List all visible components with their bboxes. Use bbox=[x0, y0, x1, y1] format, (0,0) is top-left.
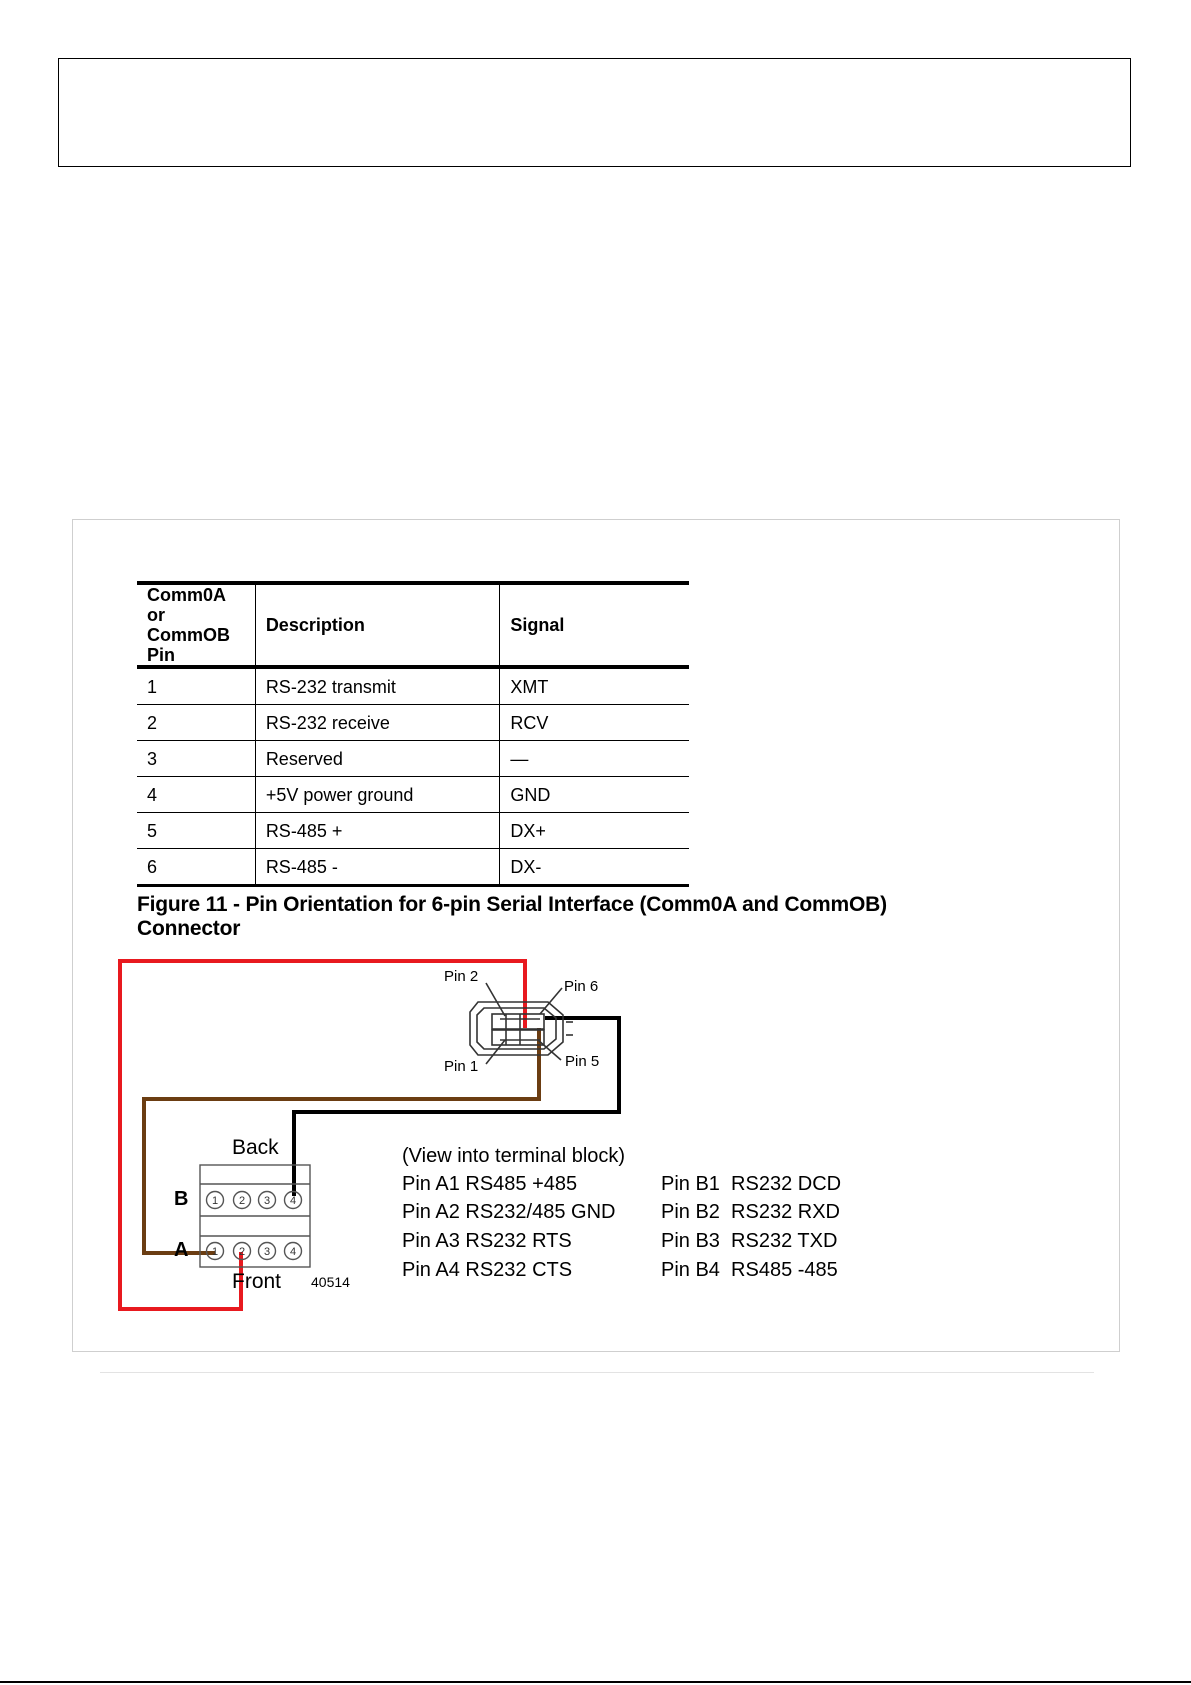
pin-list-a bbox=[402, 1173, 615, 1281]
figure-caption: Figure 11 - Pin Orientation for 6-pin Serial Interface (Comm0A and CommOB) Connector bbox=[137, 893, 887, 940]
back-label: Back bbox=[232, 1136, 279, 1159]
cell-description: RS-485 + bbox=[255, 813, 500, 849]
cell-description: +5V power ground bbox=[255, 777, 500, 813]
pin-list-item: Pin B1 RS232 DCD bbox=[661, 1173, 842, 1195]
header-pin: Comm0A or CommOB Pin bbox=[147, 585, 231, 665]
row-b-label: B bbox=[174, 1188, 189, 1210]
terminal-number: 2 bbox=[238, 1246, 246, 1258]
part-number: 40514 bbox=[311, 1274, 350, 1290]
terminal-number: 3 bbox=[263, 1246, 271, 1258]
pin-list-item: Pin B2 RS232 RXD bbox=[661, 1201, 840, 1223]
pin-list-item: Pin A1 RS485 +485 bbox=[402, 1173, 578, 1195]
pin-list-item: Pin A2 RS232/485 GND bbox=[402, 1201, 616, 1223]
pin-list-item: Pin A3 RS232 RTS bbox=[402, 1230, 572, 1252]
terminal-number: 4 bbox=[289, 1195, 297, 1207]
pin5-label: Pin 5 bbox=[565, 1053, 600, 1070]
section-divider bbox=[100, 1372, 1094, 1373]
cell-description: Reserved bbox=[255, 741, 500, 777]
terminal-number: 4 bbox=[289, 1246, 297, 1258]
terminal-numbers bbox=[212, 1195, 296, 1258]
cell-description: RS-232 receive bbox=[255, 705, 500, 741]
cell-pin: 4 bbox=[147, 784, 158, 805]
terminal-number: 3 bbox=[263, 1195, 271, 1207]
cell-signal: RCV bbox=[500, 705, 689, 741]
front-label: Front bbox=[232, 1270, 282, 1293]
cell-description: RS-485 - bbox=[255, 849, 500, 886]
pin2-label: Pin 2 bbox=[444, 968, 479, 985]
pin-list-item: Pin B4 RS485 -485 bbox=[661, 1259, 838, 1281]
cell-signal: XMT bbox=[500, 667, 689, 705]
view-note: (View into terminal block) bbox=[402, 1145, 626, 1167]
cell-pin: 1 bbox=[147, 676, 158, 697]
pin-list-b bbox=[661, 1173, 841, 1281]
cell-signal: DX+ bbox=[500, 813, 689, 849]
cell-signal: GND bbox=[500, 777, 689, 813]
terminal-number: 1 bbox=[211, 1246, 219, 1258]
cell-signal: DX- bbox=[500, 849, 689, 886]
header-description: Description bbox=[255, 583, 500, 667]
cell-pin: 2 bbox=[147, 712, 158, 733]
terminal-number: 1 bbox=[211, 1195, 219, 1207]
pin-list-item: Pin B3 RS232 TXD bbox=[661, 1230, 838, 1252]
cell-pin: 6 bbox=[147, 856, 158, 877]
row-a-label: A bbox=[174, 1239, 189, 1261]
pin-list-item: Pin A4 RS232 CTS bbox=[402, 1259, 573, 1281]
cell-description: RS-232 transmit bbox=[255, 667, 500, 705]
pin6-label: Pin 6 bbox=[564, 978, 599, 995]
page-bottom-rule bbox=[0, 1681, 1191, 1683]
header-signal: Signal bbox=[500, 583, 689, 667]
black-wire bbox=[294, 1018, 619, 1196]
terminal-number: 2 bbox=[238, 1195, 246, 1207]
cell-signal: — bbox=[500, 741, 689, 777]
cell-pin: 5 bbox=[147, 820, 158, 841]
cell-pin: 3 bbox=[147, 748, 158, 769]
pin1-label: Pin 1 bbox=[444, 1058, 479, 1075]
serial-connector bbox=[470, 983, 573, 1064]
